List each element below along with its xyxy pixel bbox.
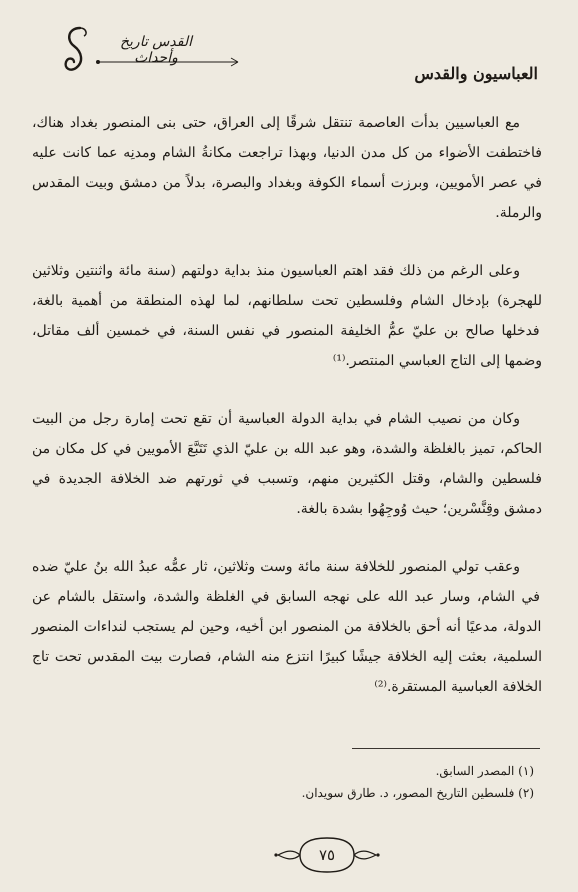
chapter-title: العباسيون والقدس xyxy=(414,64,538,83)
text-line: كانت عليه في عصر الأمويين، وبرزت أسماء الكوفة وبغداد والبصرة، بدلاً من دمشق xyxy=(32,145,542,191)
text-line: بالغة، فدخلها صالح بن عليّ عمُّ الخليفة المنصور في نفس السنة، في خمسين ألف مقاتل، xyxy=(32,293,540,339)
paragraph xyxy=(32,108,542,228)
text-line: وثلاثين للهجرة) بإدخال الشام وفلسطين تحت سلطانهم، لما لهذه المنطقة من أهمية xyxy=(32,263,542,309)
text-line: الدولة، مدعيًا أنه أحق بالخلافة من المنصور ابن أخيه، وحين لم يستجب لنداءات المنصور xyxy=(32,619,542,635)
footnote-item: (١) المصدر السابق. xyxy=(435,764,534,778)
text-line: مع العباسيين بدأت العاصمة تنتقل شرقًا إلى العراق، حتى بنى المنصور بغداد xyxy=(63,115,520,131)
header-ornament-icon xyxy=(58,22,94,82)
text-line: تاج الخلافة العباسية المستقرة.⁽²⁾ xyxy=(32,649,542,695)
text-line: هناك، فاختطفت الأضواء من كل مدن الدنيا، وبهذا تراجعت مكانةُ الشام ومدنِه عما xyxy=(32,115,542,161)
paragraph xyxy=(32,552,542,702)
text-line: ضده في الشام، وسار عبد الله على نهجه السابق في الغلظة والشدة، واستقل بالشام عن xyxy=(32,559,540,605)
text-line: وبيت المقدس والرملة. xyxy=(32,175,542,221)
text-line: وعقب تولي المنصور للخلافة سنة مائة وست وثلاثين، ثار عمُّه عبدُ الله بنُ عليّ xyxy=(58,559,520,575)
paragraph xyxy=(32,256,542,376)
running-title: القدس تاريخ وأحداث xyxy=(120,34,192,66)
body-text xyxy=(32,108,542,730)
text-line: مكان من فلسطين والشام، وقتل الكثيرين منهم، وتسبب في ثورتهم ضد الخلافة الجديدة xyxy=(32,441,542,487)
text-line: وعلى الرغم من ذلك فقد اهتم العباسيون منذ بداية دولتهم (سنة مائة واثنتين xyxy=(69,263,520,279)
text-line: البيت الحاكم، تميز بالغلظة والشدة، وهو عبد الله بن عليّ الذي تَتَبَّعَ الأمويين في كل xyxy=(32,411,542,457)
footnote-divider xyxy=(352,748,540,749)
footnote-item: (٢) فلسطين التاريخ المصور، د. طارق سويدان. xyxy=(301,786,534,800)
text-line: في دمشق وقِنَّسْرين؛ حيث وُوجِهُوا بشدة بالغة. xyxy=(32,471,542,517)
header-rule-ornament xyxy=(92,52,242,72)
text-line: وضمها إلى التاج العباسي المنتصر.⁽¹⁾ xyxy=(332,353,542,369)
footnotes xyxy=(234,760,534,804)
text-line: وكان من نصيب الشام في بداية الدولة العباسية أن تقع تحت إمارة رجل من xyxy=(62,411,520,427)
paragraph xyxy=(32,404,542,524)
page-number: ٧٥ xyxy=(318,846,336,864)
text-line: السلمية، بعثت إليه الخلافة جيشًا كبيرًا انتزع منه الشام، فصارت بيت المقدس تحت xyxy=(49,649,542,665)
